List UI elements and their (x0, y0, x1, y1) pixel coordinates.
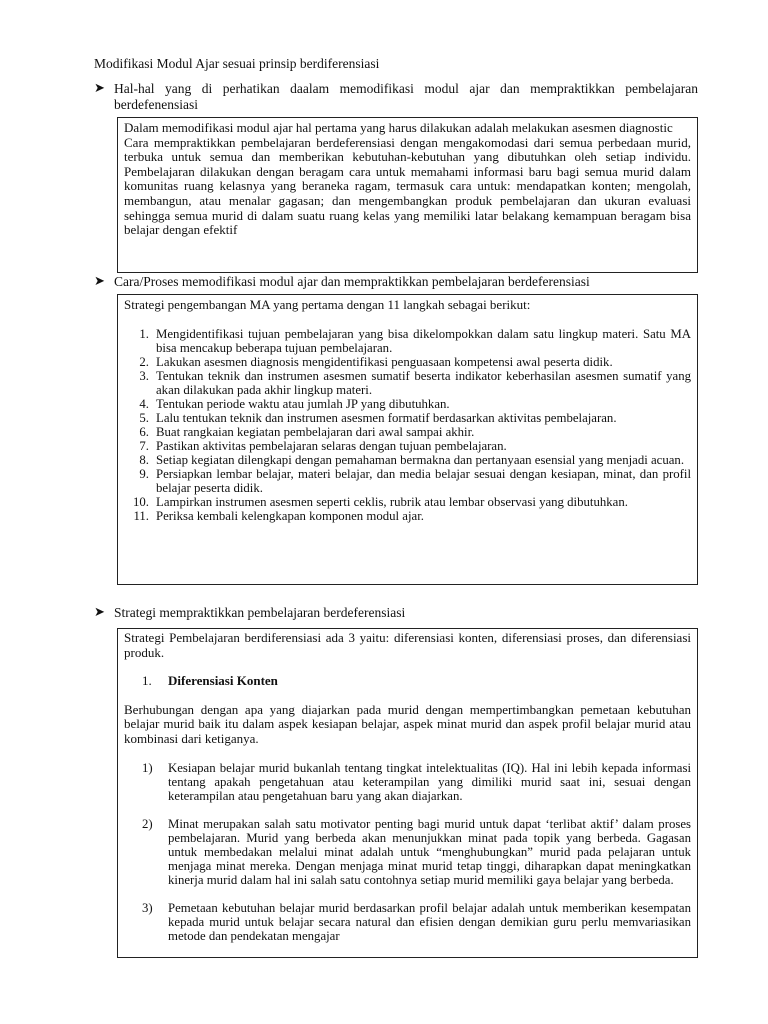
subpoint-number: 3) (142, 900, 153, 915)
step-item (124, 439, 691, 453)
bullet-text: Strategi mempraktikkan pembelajaran berdeferensiasi (114, 605, 406, 620)
subpoint-item (142, 761, 691, 803)
step-item (124, 509, 691, 523)
step-text: Setiap kegiatan dilengkapi dengan pemahaman bermakna dan pertanyaan esensial yang menjadi acuan. (156, 452, 685, 467)
box-paragraph: Dalam memodifikasi modul ajar hal pertama yang harus dilakukan adalah melakukan asesmen diagnostic (124, 120, 673, 135)
bullet-text: Hal-hal yang di perhatikan daalam memodifikasi modul ajar dan mempraktikkan pembelajaran berdefenensiasi (114, 81, 698, 112)
section-title: Diferensiasi Konten (168, 673, 278, 689)
step-item (124, 495, 691, 509)
step-number: 3. (139, 368, 149, 383)
step-text: Tentukan periode waktu atau jumlah JP yang dibutuhkan. (156, 396, 450, 411)
subpoint-number: 1) (142, 760, 153, 775)
subpoints-list (124, 761, 691, 943)
bullet-considerations (94, 81, 698, 113)
step-text: Buat rangkaian kegiatan pembelajaran dari awal sampai akhir. (156, 424, 475, 439)
strategy-intro: Strategi Pembelajaran berdiferensiasi ada 3 yaitu: diferensiasi konten, diferensiasi proses, dan diferensiasi produk. (124, 630, 691, 660)
document-title: Modifikasi Modul Ajar sesuai prinsip berdiferensiasi (94, 56, 380, 71)
step-text: Lalu tentukan teknik dan instrumen asesmen formatif berdasarkan aktivitas pembelajaran. (156, 410, 617, 425)
section-number: 1. (142, 673, 152, 689)
step-number: 8. (139, 452, 149, 467)
subpoint-text: Kesiapan belajar murid bukanlah tentang tingkat intelektualitas (IQ). Hal ini lebih kepada informasi tentang apakah pengetahuan atau keterampilan yang dimiliki murid saat ini, sesuai dengan keterampilan atau pengetahuan baru yang akan diajarkan. (168, 760, 691, 803)
section-heading (124, 674, 691, 689)
box-diagnostic (117, 117, 698, 273)
subpoint-number: 2) (142, 816, 153, 831)
step-text: Tentukan teknik dan instrumen asesmen sumatif beserta indikator keberhasilan asesmen sumatif yang akan dilakukan pada akhir lingkup materi. (156, 368, 691, 397)
step-number: 6. (139, 424, 149, 439)
subpoint-item (142, 817, 691, 887)
step-number: 7. (139, 438, 149, 453)
step-number: 2. (139, 354, 149, 369)
subpoint-text: Minat merupakan salah satu motivator penting bagi murid untuk dapat ‘terlibat aktif’ dalam proses pembelajaran. Murid yang berbeda akan menunjukkan minat pada topik yang berbeda. Gagasan untuk membedakan melalui minat adalah untuk “menghubungkan” murid pada pelajaran untuk menjaga minat mereka. Dengan menjaga minat murid tetap tinggi, diharapkan dapat meningkatkan kinerja murid dalam hal ini salah satu contohnya setiap murid memiliki gaya belajar yang berbeda. (168, 816, 691, 887)
step-item (124, 467, 691, 495)
box-strategy (117, 628, 698, 958)
subpoint-text: Pemetaan kebutuhan belajar murid berdasarkan profil belajar adalah untuk memberikan kesempatan kepada murid untuk belajar secara natural dan efisien dengan demikian guru perlu memvariasikan metode dan pendekatan mengajar (168, 900, 691, 943)
step-text: Lakukan asesmen diagnosis mengidentifikasi penguasaan kompetensi awal peserta didik. (156, 354, 613, 369)
step-text: Lampirkan instrumen asesmen seperti ceklis, rubrik atau lembar observasi yang dibutuhkan. (156, 494, 628, 509)
step-item (124, 369, 691, 397)
step-text: Mengidentifikasi tujuan pembelajaran yang bisa dikelompokkan dalam satu lingkup materi. Satu MA bisa mencakup beberapa tujuan pembelajaran. (156, 326, 691, 355)
box-paragraph: Cara mempraktikkan pembelajaran berdeferensiasi dengan mengakomodasi dari semua perbedaan murid, terbuka untuk semua dan memberikan kebutuhan-kebutuhan yang dibutuhkan oleh setiap individu. Pembelajaran dilakukan dengan beragam cara untuk memahami informasi baru bagi semua murid dalam komunitas ruang kelasnya yang beraneka ragam, termasuk cara untuk: mendapatkan konten; mengolah, membangun, atau menalar gagasan; dan mengembangkan produk pembelajaran dan ukuran evaluasi sehingga semua murid di dalam suatu ruang kelas yang memiliki latar belakang kemampuan beragam bisa belajar dengan efektif (124, 134, 691, 238)
step-item (124, 425, 691, 439)
section-paragraph: Berhubungan dengan apa yang diajarkan pada murid dengan mempertimbangkan pemetaan kebutuhan belajar murid baik itu dalam aspek kesiapan belajar, aspek minat murid dan aspek profil belajar murid atau kombinasi dari ketiganya. (124, 701, 691, 746)
step-number: 4. (139, 396, 149, 411)
bullet-process (94, 274, 698, 290)
box-steps (117, 294, 698, 585)
subpoint-item (142, 901, 691, 943)
step-number: 1. (139, 326, 149, 341)
step-text: Persiapkan lembar belajar, materi belajar, dan media belajar sesuai dengan kesiapan, minat, dan profil belajar peserta didik. (156, 466, 691, 495)
bullet-strategy (94, 605, 698, 621)
step-text: Pastikan aktivitas pembelajaran selaras dengan tujuan pembelajaran. (156, 438, 507, 453)
step-number: 11. (133, 508, 149, 523)
step-item (124, 397, 691, 411)
step-number: 10. (133, 494, 149, 509)
step-item (124, 327, 691, 355)
steps-list (124, 327, 691, 523)
steps-intro: Strategi pengembangan MA yang pertama dengan 11 langkah sebagai berikut: (124, 297, 531, 312)
arrow-bullet-icon: ➤ (94, 81, 105, 96)
step-item (124, 453, 691, 467)
step-text: Periksa kembali kelengkapan komponen modul ajar. (156, 508, 424, 523)
bullet-text: Cara/Proses memodifikasi modul ajar dan mempraktikkan pembelajaran berdeferensiasi (114, 274, 590, 289)
arrow-bullet-icon: ➤ (94, 605, 105, 620)
step-number: 5. (139, 410, 149, 425)
step-item (124, 411, 691, 425)
step-item (124, 355, 691, 369)
step-number: 9. (139, 466, 149, 481)
arrow-bullet-icon: ➤ (94, 274, 105, 289)
